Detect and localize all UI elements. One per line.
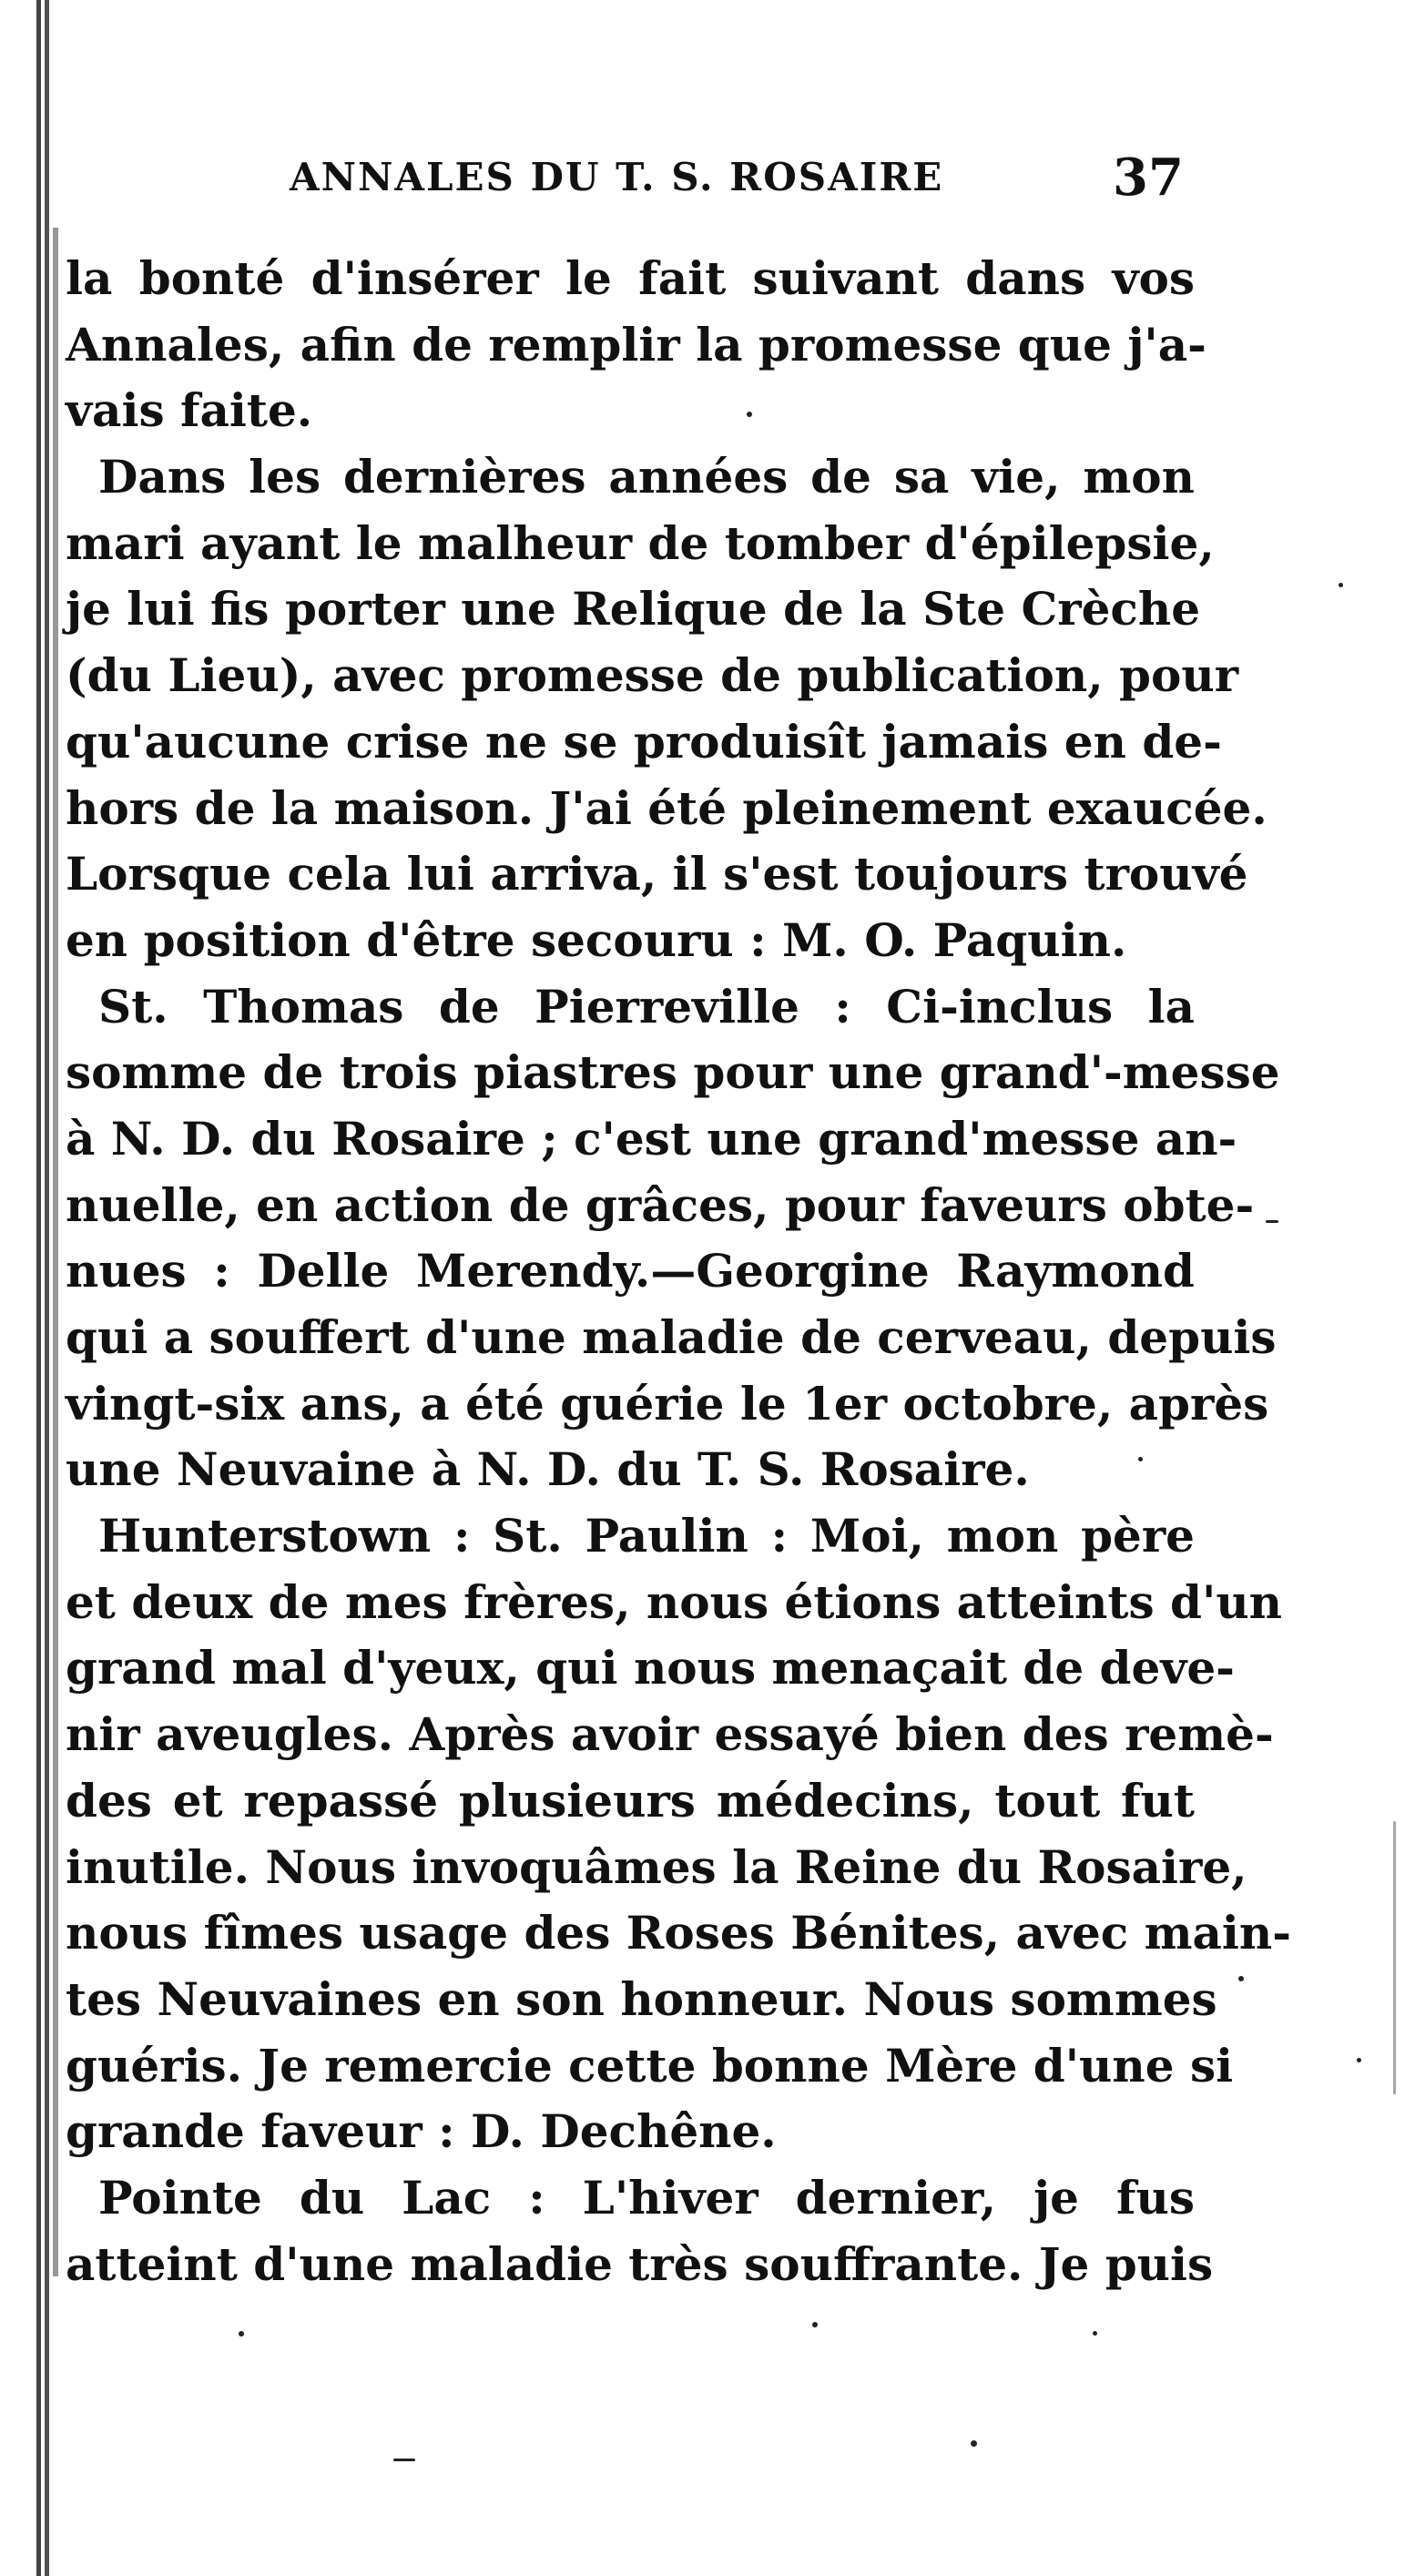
text-line: vingt-six ans, a été guérie le 1er octobre, après	[66, 1376, 1269, 1431]
scan-speck	[393, 2459, 415, 2461]
text-line: Lorsque cela lui arriva, il s'est toujours trouvé	[66, 847, 1248, 901]
text-line: en position d'être secouru : M. O. Paquin.	[66, 912, 1127, 967]
text-line: une Neuvaine à N. D. du T. S. Rosaire.	[66, 1442, 1030, 1497]
text-line: (du Lieu), avec promesse de publication, pour	[66, 648, 1239, 703]
text-line: et deux de mes frères, nous étions atteints d'un	[66, 1574, 1283, 1629]
text-line: Annales, afin de remplir la promesse que j'a-	[66, 317, 1206, 372]
scan-speck	[1339, 583, 1343, 587]
text-line: somme de trois piastres pour une grand'-messe	[66, 1045, 1280, 1100]
text-line: atteint d'une maladie très souffrante. Je puis	[66, 2236, 1214, 2291]
scan-speck	[747, 412, 752, 417]
text-line: nous fîmes usage des Roses Bénites, avec main-	[66, 1906, 1292, 1960]
scan-speck	[1238, 1976, 1244, 1981]
page-header	[0, 148, 1415, 211]
text-line: nuelle, en action de grâces, pour faveurs obte-	[66, 1177, 1255, 1232]
text-line: la bonté d'insérer le fait suivant dans vos	[66, 251, 1195, 305]
text-line: des et repassé plusieurs médecins, tout fut	[66, 1773, 1195, 1828]
text-line: qui a souffert d'une maladie de cerveau, depuis	[66, 1310, 1277, 1364]
text-line: grande faveur : D. Dechêne.	[66, 2104, 777, 2159]
running-title: ANNALES DU T. S. ROSAIRE	[290, 155, 944, 199]
text-line: St. Thomas de Pierreville : Ci-inclus la	[98, 979, 1195, 1033]
scan-speck	[1138, 1457, 1143, 1461]
text-line: guéris. Je remercie cette bonne Mère d'une si	[66, 2038, 1234, 2092]
scan-speck	[239, 2331, 244, 2337]
text-line: grand mal d'yeux, qui nous menaçait de deve-	[66, 1641, 1235, 1695]
scan-speck	[812, 2322, 818, 2327]
text-line: à N. D. du Rosaire ; c'est une grand'messe an-	[66, 1111, 1237, 1166]
text-line: inutile. Nous invoquâmes la Reine du Rosaire,	[66, 1839, 1247, 1894]
scan-speck	[1093, 2331, 1097, 2336]
text-line: vais faite.	[66, 383, 313, 438]
scan-speck	[1357, 2058, 1361, 2062]
scan-speck	[1393, 1821, 1396, 2094]
scan-speck	[1266, 1220, 1278, 1223]
text-line: tes Neuvaines en son honneur. Nous sommes	[66, 1971, 1217, 2026]
text-line: nues : Delle Merendy.—Georgine Raymond	[66, 1244, 1195, 1298]
text-line: qu'aucune crise ne se produisît jamais en de-	[66, 714, 1222, 769]
text-line: Dans les dernières années de sa vie, mon	[98, 450, 1195, 504]
binding-edge	[36, 0, 49, 2576]
text-line: Hunterstown : St. Paulin : Moi, mon père	[98, 1509, 1195, 1563]
body-text	[66, 246, 1292, 2297]
scan-speck	[971, 2440, 977, 2447]
text-line: mari ayant le malheur de tomber d'épilepsie,	[66, 515, 1215, 570]
text-line: nir aveugles. Après avoir essayé bien des remè-	[66, 1707, 1274, 1762]
text-line: Pointe du Lac : L'hiver dernier, je fus	[98, 2170, 1195, 2225]
text-line: hors de la maison. J'ai été pleinement exaucée.	[66, 780, 1267, 835]
page-number: 37	[1113, 148, 1184, 208]
binding-shadow	[53, 228, 58, 2276]
text-line: je lui fis porter une Relique de la Ste Crèche	[66, 582, 1201, 636]
